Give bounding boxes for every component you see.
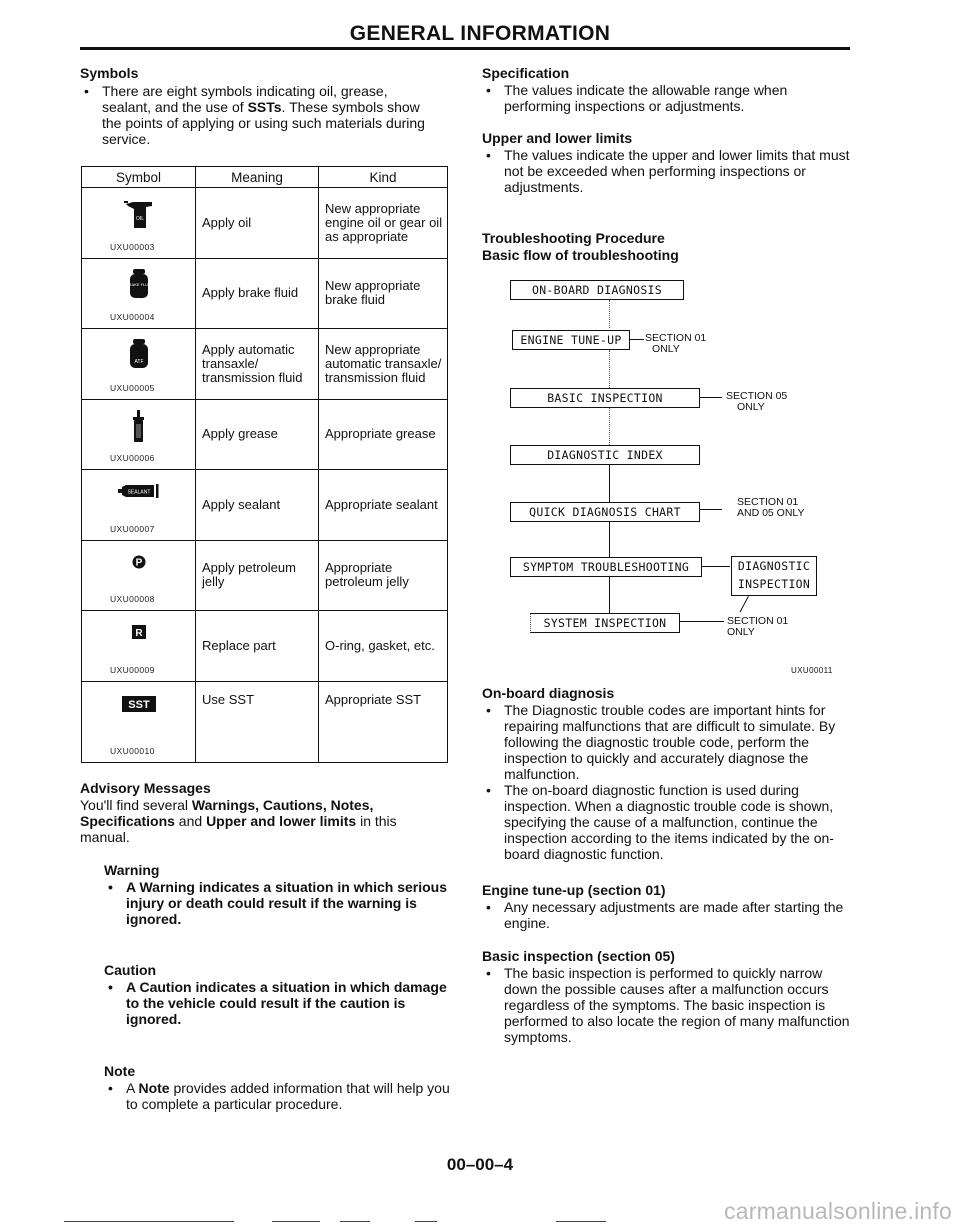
svg-text:P: P xyxy=(135,557,142,568)
meaning-cell: Apply sealant xyxy=(196,470,319,541)
flow-box-engine-tune-up: ENGINE TUNE-UP xyxy=(512,330,630,350)
symbol-code: UXU00009 xyxy=(110,664,155,675)
meaning-cell: Replace part xyxy=(196,611,319,682)
flow-box-basic-inspection: BASIC INSPECTION xyxy=(510,388,700,408)
meaning-cell: Apply oil xyxy=(196,188,319,259)
basic-inspection-section xyxy=(482,948,852,1045)
flow-connector xyxy=(609,408,610,445)
atf-can-icon xyxy=(129,339,149,369)
symbol-cell xyxy=(82,188,196,259)
symbols-intro: • There are eight symbols indicating oil, grease, sealant, and the use of SSTs. These symbols show the points of applying or using such materials during service. xyxy=(80,83,427,147)
advisory-section xyxy=(80,780,450,845)
warning-block xyxy=(104,862,450,927)
flow-box-system-inspection: SYSTEM INSPECTION xyxy=(530,613,680,633)
flow-note-system-2: ONLY xyxy=(727,626,755,638)
svg-text:SEALANT: SEALANT xyxy=(127,489,150,496)
caution-text: • A Caution indicates a situation in which damage to the vehicle could result if the caution is ignored. xyxy=(104,979,450,1027)
table-header-row xyxy=(82,167,448,188)
limits-heading: Upper and lower limits xyxy=(482,130,633,146)
kind-cell: Appropriate grease xyxy=(319,399,448,470)
kind-cell: Appropriate sealant xyxy=(319,470,448,541)
engine-tune-text: • Any necessary adjustments are made after starting the engine. xyxy=(482,899,852,931)
advisory-intro: You'll find several Warnings, Cautions, Notes, Specifications and Upper and lower limits in this manual. xyxy=(80,797,397,845)
footer-rule xyxy=(415,1221,437,1222)
table-row xyxy=(82,681,448,763)
engine-tune-section xyxy=(482,882,852,931)
page-number: 00–00–4 xyxy=(446,1155,514,1174)
onboard-bullet: • The Diagnostic trouble codes are important hints for repairing malfunctions that are difficult to simulate. By following the diagnostic trouble code, perform the inspection to quickly and accurately diagnose the malfunction. xyxy=(482,702,852,782)
svg-text:OIL: OIL xyxy=(135,216,144,222)
flow-connector xyxy=(609,300,610,328)
header-symbol: Symbol xyxy=(82,167,196,188)
flow-note-system-1: SECTION 01 xyxy=(727,615,789,627)
kind-cell: New appropriate brake fluid xyxy=(319,258,448,329)
engine-tune-heading: Engine tune-up (section 01) xyxy=(482,882,666,898)
title-rule xyxy=(80,47,850,50)
basic-inspection-heading: Basic inspection (section 05) xyxy=(482,948,675,964)
meaning-cell: Apply brake fluid xyxy=(196,258,319,329)
note-heading: Note xyxy=(104,1063,136,1079)
table-row xyxy=(82,540,448,611)
flow-box-diagnostic-index: DIAGNOSTIC INDEX xyxy=(510,445,700,465)
symbol-code: UXU00007 xyxy=(110,523,155,534)
svg-text:R: R xyxy=(134,628,143,639)
header-kind: Kind xyxy=(319,167,448,188)
svg-text:SST: SST xyxy=(127,698,150,711)
page-title: GENERAL INFORMATION xyxy=(349,22,611,45)
oil-can-icon xyxy=(124,198,154,230)
footer-rule xyxy=(340,1221,370,1222)
flow-connector xyxy=(609,522,610,557)
footer-rule xyxy=(64,1221,234,1222)
flow-connector xyxy=(609,350,610,388)
flow-note-quick-1: SECTION 01 xyxy=(737,496,799,508)
symbol-code: UXU00003 xyxy=(110,241,155,252)
grease-gun-icon xyxy=(131,410,147,444)
flow-note-quick-2: AND 05 ONLY xyxy=(737,507,805,519)
troubleshooting-section xyxy=(482,230,852,264)
symbol-code: UXU00006 xyxy=(110,453,155,463)
troubleshooting-heading: Troubleshooting Procedure xyxy=(482,230,665,246)
advisory-heading: Advisory Messages xyxy=(80,780,211,796)
flow-connector xyxy=(702,566,730,567)
brake-fluid-can-icon xyxy=(125,269,152,299)
flow-connector xyxy=(700,509,722,510)
footer-rule xyxy=(272,1221,320,1222)
symbol-cell xyxy=(82,399,196,470)
symbol-cell xyxy=(82,611,196,682)
meaning-cell: Apply petroleum jelly xyxy=(196,540,319,611)
caution-heading: Caution xyxy=(104,962,157,978)
kind-cell: O-ring, gasket, etc. xyxy=(319,611,448,682)
footer-rule xyxy=(556,1221,606,1222)
flow-box-symptom-troubleshooting: SYMPTOM TROUBLESHOOTING xyxy=(510,557,702,577)
onboard-heading: On-board diagnosis xyxy=(482,685,615,701)
specification-section xyxy=(482,65,852,114)
flow-note-basic-2: ONLY xyxy=(737,401,765,413)
meaning-cell: Apply grease xyxy=(196,399,319,470)
symbols-heading: Symbols xyxy=(80,65,139,81)
symbol-cell xyxy=(82,258,196,329)
symbols-section xyxy=(80,65,450,147)
flow-box-quick-diagnosis: QUICK DIAGNOSIS CHART xyxy=(510,502,700,522)
table-row xyxy=(82,470,448,541)
basic-inspection-text: • The basic inspection is performed to quickly narrow down the possible causes after a malfunction occurs regardless of the symptoms. The basic inspection is performed to also locate the region of many malfunction symptoms. xyxy=(482,965,852,1045)
warning-heading: Warning xyxy=(104,862,160,878)
symbol-cell xyxy=(82,329,196,400)
flow-note-basic-1: SECTION 05 xyxy=(726,390,788,402)
sst-icon xyxy=(122,696,156,712)
caution-block xyxy=(104,962,450,1027)
kind-cell: Appropriate petroleum jelly xyxy=(319,540,448,611)
symbols-table xyxy=(81,166,448,763)
watermark-url: carmanualsonline.info xyxy=(724,1198,952,1224)
symbol-cell xyxy=(82,540,196,611)
sealant-tube-icon xyxy=(118,484,160,498)
table-row xyxy=(82,329,448,400)
symbol-code: UXU00004 xyxy=(110,312,155,322)
symbol-code: UXU00008 xyxy=(110,594,155,604)
kind-cell: New appropriate automatic transaxle/ transmission fluid xyxy=(319,329,448,400)
symbol-code: UXU00005 xyxy=(110,382,155,393)
symbol-code: UXU00010 xyxy=(110,746,155,756)
flow-note-engine-2: ONLY xyxy=(652,343,680,355)
kind-cell: Appropriate SST xyxy=(319,681,448,763)
specification-text: • The values indicate the allowable range when performing inspections or adjustments. xyxy=(482,82,852,114)
limits-section xyxy=(482,130,852,195)
flow-connector xyxy=(630,339,644,340)
specification-heading: Specification xyxy=(482,65,570,81)
warning-text: • A Warning indicates a situation in which serious injury or death could result if the warning is ignored. xyxy=(104,879,450,927)
header-meaning: Meaning xyxy=(196,167,319,188)
onboard-bullet: • The on-board diagnostic function is used during inspection. When a diagnostic trouble code is shown, specifying the cause of a malfunction, continue the inspection according to the items indicated by the on-board diagnostic function. xyxy=(482,782,852,862)
table-row xyxy=(82,399,448,470)
flow-connector xyxy=(609,465,610,502)
limits-text: • The values indicate the upper and lower limits that must not be exceeded when performing inspections or adjustments. xyxy=(482,147,852,195)
troubleshooting-subheading: Basic flow of troubleshooting xyxy=(482,247,679,263)
flow-connector xyxy=(740,596,749,612)
flow-box-diagnostic-inspection: DIAGNOSTIC INSPECTION xyxy=(731,556,817,596)
note-text: • A Note provides added information that will help you to complete a particular procedure. xyxy=(104,1080,454,1112)
flow-box-on-board: ON-BOARD DIAGNOSIS xyxy=(510,280,684,300)
flow-note-engine-1: SECTION 01 xyxy=(645,332,707,344)
meaning-cell: Use SST xyxy=(196,681,319,763)
table-row xyxy=(82,611,448,682)
onboard-section xyxy=(482,685,852,862)
kind-cell: New appropriate engine oil or gear oil as appropriate xyxy=(319,188,448,259)
flowchart-code: UXU00011 xyxy=(791,666,833,675)
svg-text:ATF: ATF xyxy=(133,359,144,365)
flow-connector xyxy=(680,621,724,622)
svg-text:BRAKE FLUID: BRAKE FLUID xyxy=(125,281,152,287)
symbol-cell xyxy=(82,681,196,763)
note-block xyxy=(104,1063,454,1112)
flow-connector xyxy=(609,577,610,613)
petroleum-jelly-icon xyxy=(132,555,146,569)
symbol-cell xyxy=(82,470,196,541)
table-row xyxy=(82,258,448,329)
table-row xyxy=(82,188,448,259)
replace-part-icon xyxy=(132,625,146,639)
flow-connector xyxy=(700,397,722,398)
meaning-cell: Apply automatic transaxle/ transmission fluid xyxy=(196,329,319,400)
